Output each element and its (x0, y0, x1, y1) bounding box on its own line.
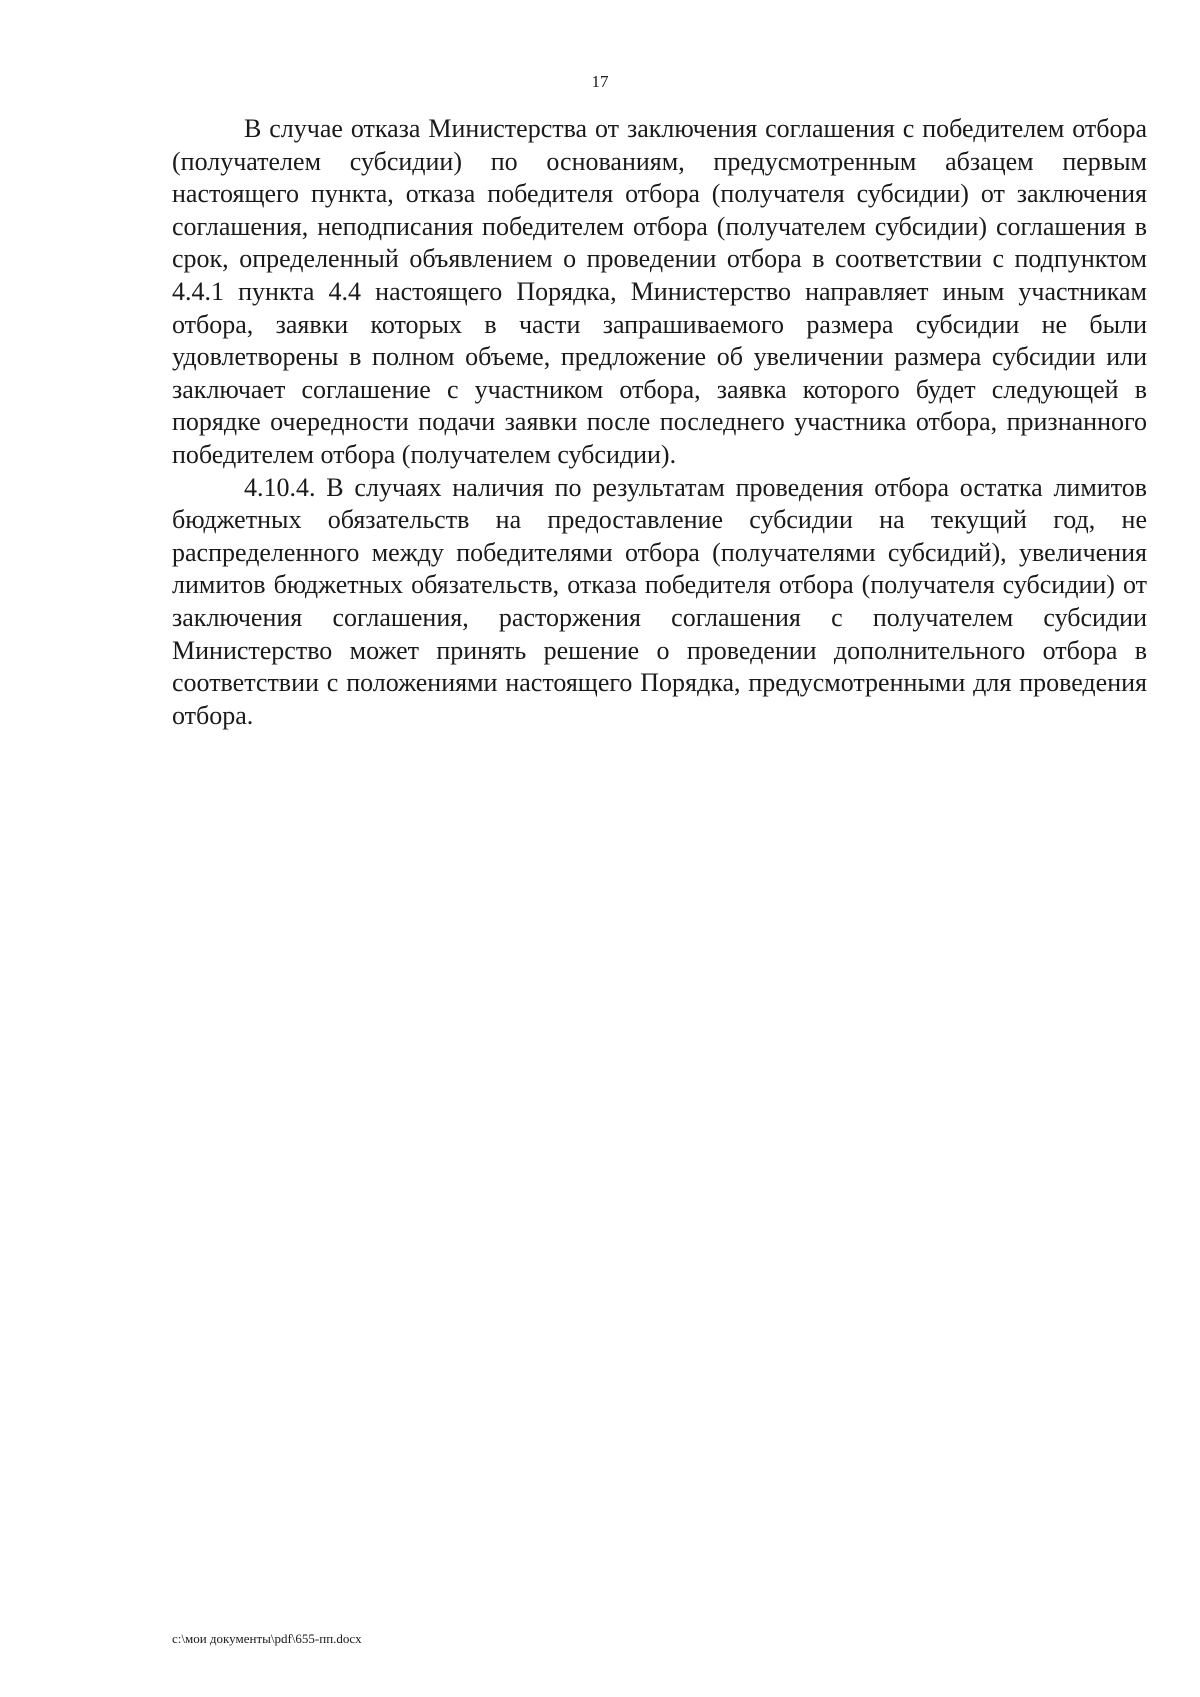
paragraph-4-10-4: 4.10.4. В случаях наличия по результатам проведения отбора остатка лимитов бюджетных обязательств на предоставление субсидии на текущий год, не распределенного между победителями отбора (получателями субсидий), увеличения лимитов бюджетных обязательств, отказа победителя отбора (получателя субсидии) от заключения соглашения, расторжения соглашения с получателем субсидии Министерство может принять решение о проведении дополнительного отбора в соответствии с положениями настоящего Порядка, предусмотренными для проведения отбора. (172, 472, 1147, 730)
document-body (172, 113, 1147, 732)
paragraph-refusal-procedure: В случае отказа Министерства от заключения соглашения с победителем отбора (получателем субсидии) по основаниям, предусмотренным абзацем первым настоящего пункта, отказа победителя отбора (получателя субсидии) от заключения соглашения, неподписания победителем отбора (получателем субсидии) соглашения в срок, определенный объявлением о проведении отбора в соответствии с подпунктом 4.4.1 пункта 4.4 настоящего Порядка, Министерство направляет иным участникам отбора, заявки которых в части запрашиваемого размера субсидии не были удовлетворены в полном объеме, предложение об увеличении размера субсидии или заключает соглашение с участником отбора, заявка которого будет следующей в порядке очередности подачи заявки после последнего участника отбора, признанного победителем отбора (получателем субсидии). (172, 114, 1147, 469)
page-number: 17 (591, 72, 609, 91)
footer-file-path: c:\мои документы\pdf\655-пп.docx (172, 1631, 362, 1646)
